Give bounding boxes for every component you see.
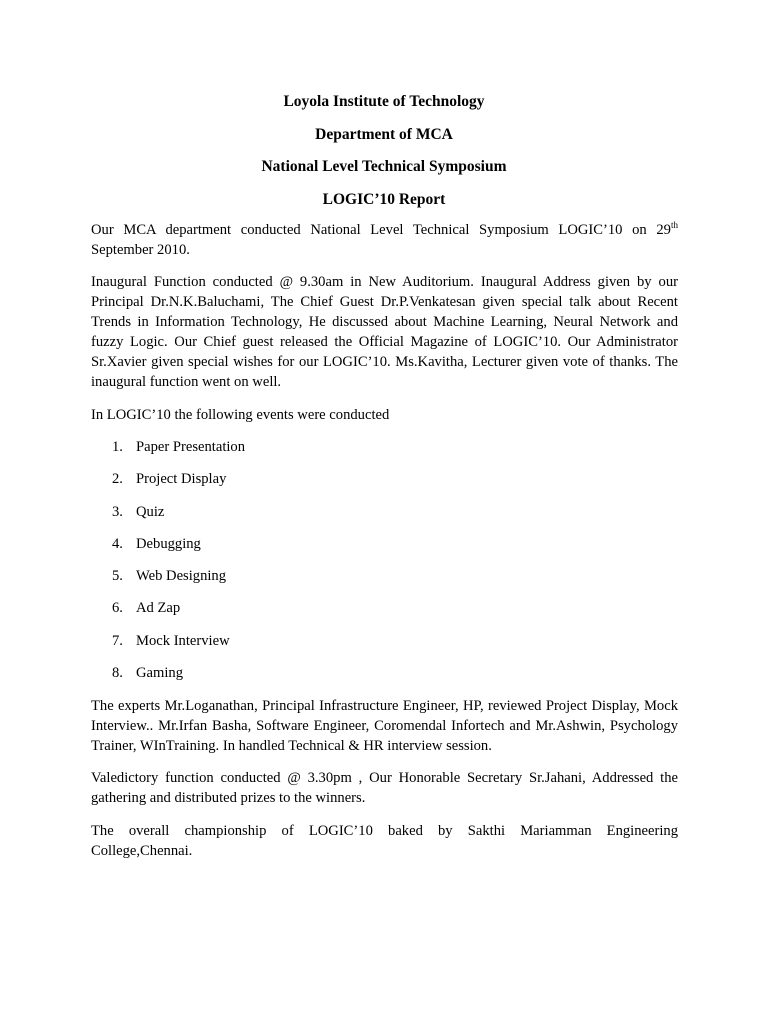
date-ordinal-suffix: th — [670, 220, 678, 230]
valedictory-paragraph: Valedictory function conducted @ 3.30pm , Our Honorable Secretary Sr.Jahani, Addressed the gathering and distributed prizes to the winners. — [91, 770, 678, 806]
report-title: LOGIC’10 Report — [322, 191, 446, 208]
institute-title: Loyola Institute of Technology — [283, 93, 485, 110]
list-label: Ad Zap — [136, 600, 181, 616]
intro-text: Our MCA department conducted National Level Technical Symposium LOGIC’10 on 29 — [91, 222, 671, 238]
event-title: National Level Technical Symposium — [261, 158, 507, 175]
list-number: 5. — [112, 568, 123, 584]
list-number: 6. — [112, 600, 123, 616]
inaugural-paragraph: Inaugural Function conducted @ 9.30am in New Auditorium. Inaugural Address given by our Principal Dr.N.K.Baluchami, The Chief Guest Dr.P.Venkatesan given special talk about Recent Trends in Information Technology, He discussed about Machine Learning, Neural Network and fuzzy Logic. Our Chief guest released the Official Magazine of LOGIC’10. Our Administrator Sr.Xavier given special wishes for our LOGIC’10. Ms.Kavitha, Lecturer given vote of thanks. The inaugural function went on well. — [91, 274, 678, 390]
list-label: Paper Presentation — [136, 439, 246, 455]
department-title: Department of MCA — [315, 126, 453, 143]
list-label: Debugging — [136, 536, 201, 552]
championship-paragraph: The overall championship of LOGIC’10 baked by Sakthi Mariamman Engineering College,Chennai. — [91, 823, 678, 859]
list-label: Mock Interview — [136, 633, 230, 649]
list-label: Gaming — [136, 665, 184, 681]
list-number: 2. — [112, 471, 123, 487]
list-label: Project Display — [136, 471, 227, 487]
list-number: 4. — [112, 536, 123, 552]
intro-paragraph — [91, 220, 678, 260]
list-number: 3. — [112, 504, 123, 520]
list-label: Web Designing — [136, 568, 227, 584]
events-intro: In LOGIC’10 the following events were conducted — [91, 407, 390, 423]
list-number: 7. — [112, 633, 123, 649]
list-number: 8. — [112, 665, 123, 681]
list-label: Quiz — [136, 504, 165, 520]
experts-paragraph: The experts Mr.Loganathan, Principal Infrastructure Engineer, HP, reviewed Project Display, Mock Interview.. Mr.Irfan Basha, Software Engineer, Coromendal Infortech and Mr.Ashwin, Psychology Trainer, WInTraining. In handled Technical & HR interview session. — [91, 698, 678, 754]
intro-text-end: September 2010. — [91, 242, 190, 258]
list-number: 1. — [112, 439, 123, 455]
